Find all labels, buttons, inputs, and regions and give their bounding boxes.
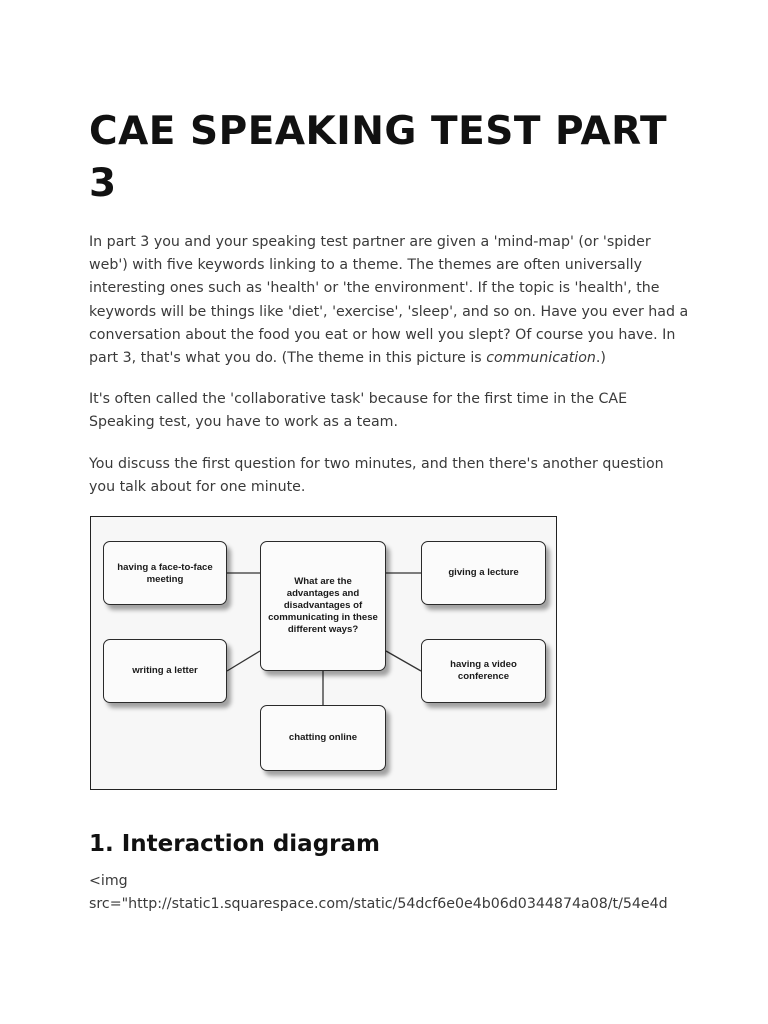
intro-paragraph: [89, 231, 689, 370]
node-central-question: What are the advantages and disadvantages of communicating in these different ways?: [260, 541, 386, 671]
node-giving-lecture: giving a lecture: [421, 541, 546, 605]
theme-emphasis: communication: [486, 350, 596, 367]
collaborative-paragraph: It's often called the 'collaborative task' because for the first time in the CAE Speaking test, you have to work as a team.: [89, 391, 628, 431]
connector-video: [386, 651, 421, 671]
intro-text-end: .): [595, 350, 606, 367]
node-writing-letter: writing a letter: [103, 639, 227, 703]
page-title: CAE SPEAKING TEST PART 3: [89, 109, 668, 206]
connector-letter: [227, 651, 260, 671]
mind-map-diagram: [90, 516, 557, 790]
section-heading: 1. Interaction diagram: [89, 831, 380, 857]
node-video-conference: having a video conference: [421, 639, 546, 703]
raw-img-src: src="http://static1.squarespace.com/static/54dcf6e0e4b06d0344874a08/t/54e4d: [89, 896, 668, 912]
intro-text: In part 3 you and your speaking test partner are given a 'mind-map' (or 'spider web') with five keywords linking to a theme. The themes are often universally interesting ones such as 'health' or 'the environment'. If the topic is 'health', the keywords will be things like 'diet', 'exercise', 'sleep', and so on. Have you ever had a conversation about the food you eat or how well you slept? Of course you have. In part 3, that's what you do. (The theme in this picture is: [89, 234, 689, 367]
timing-paragraph: You discuss the first question for two minutes, and then there's another question you talk about for one minute.: [89, 456, 664, 496]
node-chatting-online: chatting online: [260, 705, 386, 771]
node-face-to-face: having a face-to-face meeting: [103, 541, 227, 605]
raw-img-tag: <img: [89, 873, 128, 889]
